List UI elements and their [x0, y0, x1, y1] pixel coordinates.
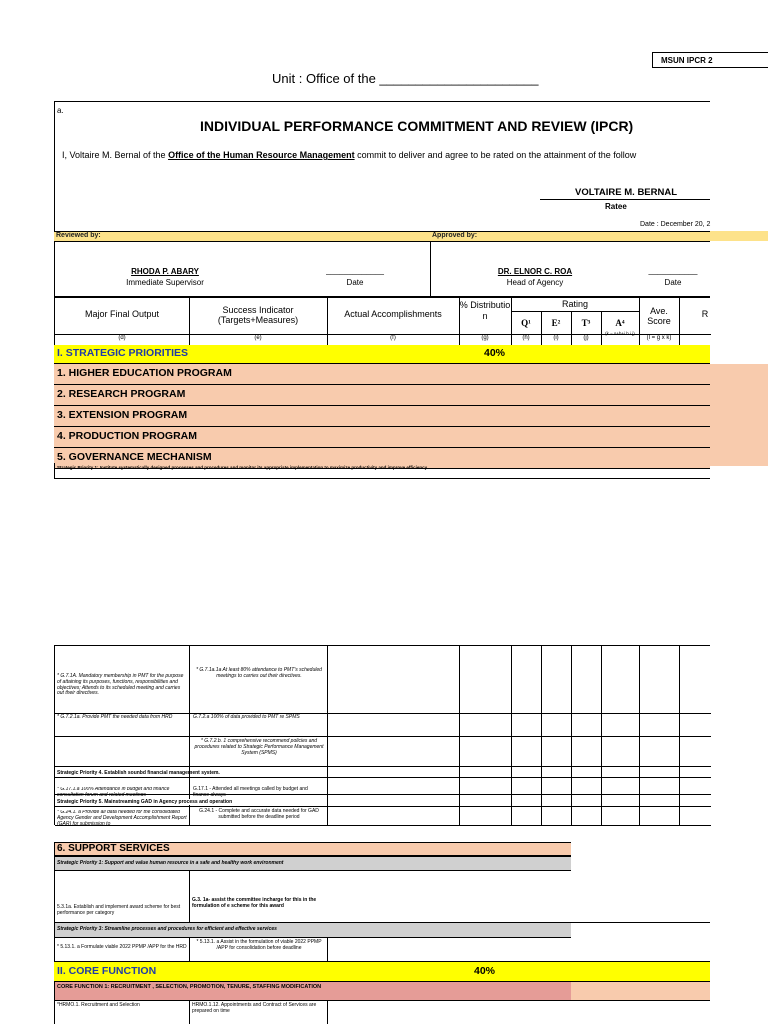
- reviewer-date-line: _____________: [326, 266, 384, 275]
- commit-suffix: commit to deliver and agree to be rated on the attainment of the follow: [354, 150, 637, 160]
- signatory-header-bar: [54, 231, 710, 242]
- table-row-mfo: * G.7.1A. Mandatory membership in PMT for the purpose of attaining its purposes, functions, responsibilities and objectives; Attends to its scheduled meeting and carries out their directives.: [57, 673, 184, 697]
- commitment-statement: [62, 150, 636, 160]
- approved-by-label: Approved by:: [432, 232, 478, 239]
- strategic-priority-1-text: Strategic Priority 1: Institute systematically designed processes and procedures and monitor its appropriate implementation to maximize productivity and improve efficiency: [57, 465, 428, 470]
- core-function-bar: [54, 962, 710, 982]
- strategic-priorities-bar: [54, 345, 710, 364]
- table-row-si: G.7.2.a 100% of data provided to PMT re SPMS: [193, 714, 300, 720]
- signatory-divider: [430, 242, 431, 297]
- table-row-si: G.24.1 - Complete and accurate data needed for GAD submitted before the deadline period: [199, 808, 319, 820]
- program-row: [54, 364, 710, 385]
- approver-title: Head of Agency: [506, 278, 564, 287]
- table-row-si: * G.7.2.b. 1 comprehensive recommend policies and procedures related to Strategic Performance Management System (SPMS): [194, 738, 324, 756]
- table-row-mfo: * G.7.2.1a. Provide PMT the needed data from HRD: [57, 714, 173, 720]
- core-function-percent: 40%: [474, 965, 496, 977]
- code-g: (g): [481, 335, 489, 341]
- table-header: [54, 297, 710, 345]
- support-priority-3-bar: [54, 923, 571, 938]
- program-row: [54, 385, 710, 406]
- support-award-row: [54, 871, 710, 923]
- ratee-date: Date : December 20, 2: [640, 221, 711, 228]
- program-label: 2. RESEARCH PROGRAM: [57, 388, 186, 400]
- code-h: (h): [522, 335, 530, 341]
- support-priority-1-text: Strategic Priority 1: Support and value human resource in a safe and healthy work environment: [57, 860, 284, 866]
- col-distribution: % Distributio n: [459, 300, 511, 321]
- core-function-1-bar: [54, 982, 571, 1001]
- approver-name: DR. ELNOR C. ROA: [497, 267, 573, 276]
- table-row-si: * 5.13.1. a Assist in the formulation of viable 2022 PPMP /APP for consolidation before deadline: [196, 939, 322, 951]
- page-title: INDIVIDUAL PERFORMANCE COMMITMENT AND REVIEW (IPCR): [200, 118, 634, 134]
- core-function-title: II. CORE FUNCTION: [57, 965, 157, 977]
- ratee-name: VOLTAIRE M. BERNAL: [575, 187, 678, 198]
- program-label: 5. GOVERNANCE MECHANISM: [57, 451, 212, 463]
- strategic-priority-1-row: [54, 463, 710, 479]
- approver-block: [470, 267, 600, 287]
- approver-date-block: [636, 266, 710, 287]
- col-remarks: R: [701, 309, 709, 319]
- support-priority-3-text: Strategic Priority 3: Streamline processes and procedures for efficient and effective services: [57, 926, 277, 932]
- strategic-priority-4: Strategic Priority 4. Establish sounbd financial management system.: [57, 770, 220, 776]
- col-mfo: Major Final Output: [84, 309, 160, 319]
- commit-prefix: I, Voltaire M. Bernal of the: [62, 150, 169, 160]
- ratee-label: Ratee: [605, 202, 627, 211]
- strategic-title: I. STRATEGIC PRIORITIES: [57, 347, 189, 359]
- col-a: A⁴: [615, 318, 625, 328]
- core-function-1-side: [571, 982, 710, 1001]
- reviewer-date-block: [318, 266, 392, 287]
- program-label: 3. EXTENSION PROGRAM: [57, 409, 188, 421]
- code-f: (f): [390, 335, 396, 341]
- strategic-priority-5: Strategic Priority 5. Mainstreaming GAD in Agency process and operation: [57, 799, 236, 805]
- code-j: (j): [583, 335, 589, 341]
- side-highlight-strip: [710, 231, 768, 241]
- program-label: 4. PRODUCTION PROGRAM: [57, 430, 198, 442]
- program-row: [54, 427, 710, 448]
- table-row-si: * G.7.1a.1a At least 80% attendance to PMT's scheduled meetings to carries out their directives.: [196, 667, 322, 679]
- col-success-indicator: Success Indicator (Targets+Measures): [217, 305, 299, 325]
- col-t: T³: [581, 318, 591, 328]
- program-label: 1. HIGHER EDUCATION PROGRAM: [57, 367, 232, 379]
- core-hrmo-row: [54, 1001, 710, 1024]
- code-d: (d): [118, 335, 126, 341]
- support-ppmp-row: [54, 938, 710, 962]
- table-row-mfo: * G.24.1. a Provide all data needed for the consolidated Agency Gender and Development Accomplishment Report (GAR) for submission to: [57, 810, 187, 825]
- support-services-title: 6. SUPPORT SERVICES: [57, 843, 170, 854]
- strategic-percent: 40%: [484, 347, 506, 359]
- reviewer-name: RHODA P. ABARY: [131, 267, 199, 276]
- col-rating: Rating: [561, 299, 588, 309]
- activity-table: [54, 645, 710, 825]
- commit-office: Office of the Human Resource Management: [168, 150, 355, 160]
- code-i: (i): [553, 335, 559, 341]
- code-l: (l = g x k): [646, 335, 672, 341]
- table-row-si: HRMO.1.12. Appointments and Contract of Services are prepared on time: [192, 1002, 317, 1014]
- section-marker: a.: [57, 106, 64, 115]
- col-ave-score: Ave. Score: [647, 306, 671, 326]
- table-row-si: G.17.1 - Attended all meetings called by budget and finance always: [193, 786, 308, 798]
- code-e: (e): [254, 335, 262, 341]
- reviewer-block: [100, 267, 230, 287]
- form-code: MSUN IPCR 2: [652, 52, 768, 68]
- unit-line: Unit : Office of the ______________________: [272, 71, 539, 86]
- col-e: E²: [551, 318, 561, 328]
- approver-date-line: ___________: [648, 266, 698, 275]
- col-actual: Actual Accomplishments: [344, 309, 442, 319]
- col-q: Q¹: [521, 318, 531, 328]
- table-row-mfo: * G.17.1.a 100% Attendance in budget and finance consultation forum and related meetings: [57, 787, 170, 796]
- program-row: [54, 406, 710, 427]
- table-row-mfo: 5.3.1a. Establish and implement award scheme for best performance per category: [57, 904, 181, 916]
- reviewed-by-label: Reviewed by:: [56, 232, 101, 239]
- core-function-1-text: CORE FUNCTION 1: RECRUITMENT , SELECTION, PROMOTION, TENURE, STAFFING MODIFICATION: [57, 984, 322, 990]
- support-services-bar: [54, 842, 571, 856]
- table-row-si: G.3. 1a- assist the committee incharge for this in the formulation of e scheme for this award: [192, 897, 317, 909]
- reviewer-title: Immediate Supervisor: [126, 278, 204, 287]
- reviewer-date-label: Date: [346, 278, 364, 287]
- approver-date-label: Date: [664, 278, 682, 287]
- ratee-signature-line: [540, 199, 710, 200]
- side-highlight-block: [710, 364, 768, 466]
- table-row-mfo: *HRMO.1. Recruitment and Selection: [57, 1002, 140, 1008]
- code-k: (k = s+b+i h i j): [605, 331, 635, 336]
- table-row-mfo: * 5.13.1. a Formulate viable 2022 PPMP /APP for the HRD: [57, 944, 187, 950]
- support-priority-1-bar: [54, 856, 571, 871]
